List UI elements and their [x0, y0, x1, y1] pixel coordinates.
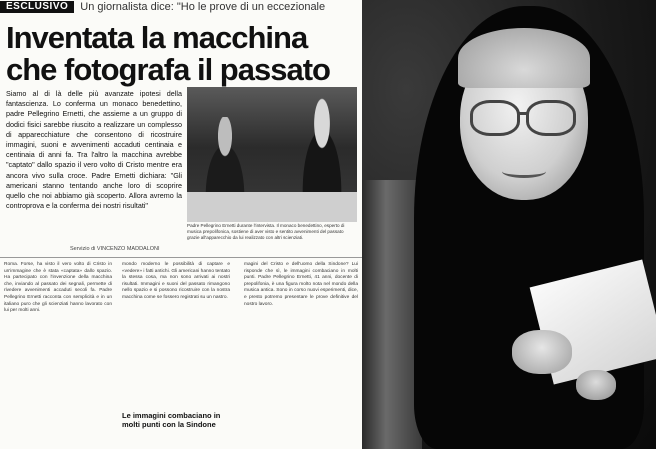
headline-line-2: che fotografa il passato — [6, 52, 330, 87]
glasses-bridge — [517, 112, 528, 115]
glasses-right-lens — [526, 100, 576, 136]
photo-pillar — [362, 180, 422, 449]
divider — [0, 257, 362, 258]
exclusive-tag: ESCLUSIVO — [0, 1, 74, 13]
headline-line-1: Inventata la macchina — [6, 20, 308, 55]
headline — [6, 22, 356, 86]
photo-caption: Padre Pellegrino Ernetti durante l'intervista. Il monaco benedettino, esperto di musica prepolifonica, sostiene di aver visto e sentito avvenimenti del passato grazie all'apparecchio da lui realizzato con altri scienziati. — [187, 223, 345, 240]
interview-photo — [187, 87, 357, 222]
lead-paragraph: Siamo al di là delle più avanzate ipotesi della fantascienza. Lo conferma un monaco benedettino, padre Pellegrino Ernetti, che assieme a un gruppo di dodici fisici sarebbe riuscito a realizzare un complesso di apparecchiature che consentono di ricostruire immagini, suoni e avvenimenti accaduti centinaia e centinaia di anni fa. Tra l'altro la macchina avrebbe "captato" dallo spazio il vero volto di Cristo mentre era ancora vivo sulla croce. Padre Ernetti dichiara: "Gli americani stanno tentando anche loro di scoprire quello che noi abbiamo già scoperto. Allora avremo la controprova e la conferma dei nostri risultati" — [6, 89, 182, 211]
subheading: Le immagini combaciano in molti punti con la Sindone — [122, 411, 221, 429]
body-column-3: magini del Cristo e dell'uomo della Sindone? Lui risponde che sì, le immagini combaciano in molti punti. Padre Pellegrino Ernetti, 41 anni, docente di prepolifonia, è una figura molto nota nel mondo della musica antica. Sono in corso nuovi esperimenti, dice, e presto potremo presentare le prove definitive del nostro lavoro. — [244, 262, 358, 307]
monk-hand-left — [512, 330, 572, 374]
monk-smile — [502, 165, 546, 178]
body-column-1: Roma. Forse, ha visto il vero volto di Cristo in un'immagine che è stata «captata» dallo spazio. Ha partecipato con l'invenzione della macchina che, inviando al passato dei segnali, permette di rivedere avvenimenti accaduti secoli fa. Padre Pellegrino Ernetti racconta con semplicità e in un italiano puro che gli scienziati hanno lavorato con lui per molti anni. — [4, 262, 112, 314]
kicker-text: Un giornalista dice: "Ho le prove di un eccezionale — [80, 0, 326, 13]
monk-photo — [362, 0, 656, 449]
monk-hair — [458, 28, 590, 88]
byline: Servizio di VINCENZO MADDALONI — [70, 246, 160, 252]
body-column-2: mondo moderno le possibilità di captare e «vedere» i fatti antichi. Gli americani hanno tentato la stessa cosa, ma non sono arrivati ai nostri risultati. Immagini e suoni del passato rimangono nello spazio e si possono ricostruire con la nostra macchina come se fossero registrati su un nastro. — [122, 262, 230, 300]
kicker-bar — [0, 0, 325, 13]
glasses-left-lens — [470, 100, 520, 136]
monk-hand-right — [576, 370, 616, 400]
photo-table — [187, 192, 357, 222]
